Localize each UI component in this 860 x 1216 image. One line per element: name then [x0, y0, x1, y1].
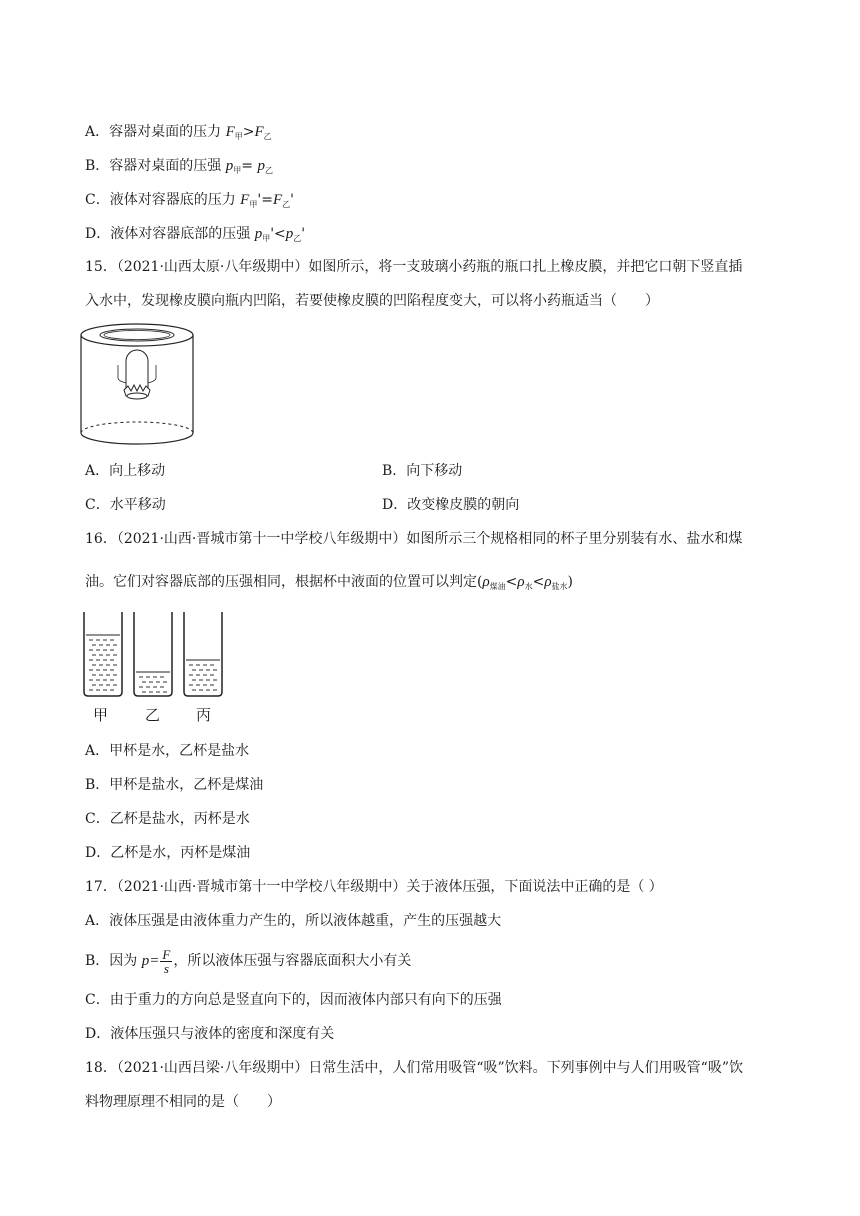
operator: >	[242, 124, 255, 140]
q18-stem-line1: 18．（2021·山西吕梁·八年级期中）日常生活中，人们常用吸管“吸”饮料。下列事例中与人们用吸管“吸”饮	[85, 1060, 743, 1076]
operator: =	[241, 158, 258, 174]
q15-option-c[interactable]: C．水平移动	[85, 497, 166, 513]
stem-text: 油。它们对容器底部的压强相同，根据杯中液面的位置可以判定(	[85, 574, 483, 590]
variable: F	[272, 192, 283, 208]
q17-option-d[interactable]: D．液体压强只与液体的密度和深度有关	[85, 1026, 335, 1042]
variable: F	[254, 124, 264, 140]
paren: )	[567, 574, 574, 590]
cup-label-bing: 丙	[196, 706, 212, 724]
q14-option-d[interactable]	[85, 224, 305, 249]
q16-option-c[interactable]: C．乙杯是盐水，丙杯是水	[85, 811, 250, 827]
q18-stem-line2: 料物理原理不相同的是（ ）	[85, 1094, 281, 1110]
option-text: B．因为	[85, 953, 142, 969]
subscript: 甲	[234, 132, 243, 141]
cup-yi	[134, 612, 172, 696]
q14-option-a[interactable]	[85, 122, 272, 147]
variable: p	[285, 226, 294, 242]
rho-symbol: ρ	[482, 574, 490, 590]
q17-option-b[interactable]	[85, 946, 411, 976]
q15-option-d[interactable]: D．改变橡皮膜的朝向	[382, 497, 520, 513]
fraction-numerator: F	[162, 946, 171, 962]
option-text: A．容器对桌面的压力	[85, 124, 226, 140]
q15-option-a[interactable]: A．向上移动	[85, 463, 166, 479]
subscript: 甲	[249, 200, 258, 209]
q17-stem: 17．（2021·山西·晋城市第十一中学校八年级期中）关于液体压强，下面说法中正确的是（ ）	[85, 879, 663, 895]
q15-stem-line1: 15．（2021·山西太原·八年级期中）如图所示，将一支玻璃小药瓶的瓶口扎上橡皮膜，并把它口朝下竖直插	[85, 259, 743, 275]
beaker-vial-figure	[78, 320, 196, 450]
cup-jia	[84, 612, 122, 696]
formula-lhs: p=	[141, 953, 160, 969]
cup-label-yi: 乙	[145, 706, 161, 724]
operator: <	[532, 574, 545, 590]
fraction-f-over-s	[160, 948, 172, 975]
subscript: 甲	[233, 166, 242, 175]
q17-option-c[interactable]: C．由于重力的方向总是竖直向下的，因而液体内部只有向下的压强	[85, 992, 502, 1008]
prime: '	[301, 226, 306, 242]
q16-stem-line2	[85, 572, 573, 597]
cup-label-jia: 甲	[93, 706, 109, 724]
operator: <	[505, 574, 518, 590]
q14-option-b[interactable]	[85, 156, 273, 181]
subscript: 甲	[262, 234, 271, 243]
option-text: C．液体对容器底的压力	[85, 192, 241, 208]
q15-stem-line2: 入水中，发现橡皮膜向瓶内凹陷，若要使橡皮膜的凹陷程度变大，可以将小药瓶适当（ ）	[85, 293, 659, 309]
variable: p	[257, 158, 265, 174]
three-cups-figure	[80, 612, 230, 700]
q15-option-b[interactable]: B．向下移动	[382, 463, 463, 479]
subscript: 盐水	[551, 582, 568, 591]
option-text: D．液体对容器底部的压强	[85, 226, 255, 242]
option-text: B．容器对桌面的压强	[85, 158, 226, 174]
operator: '<	[270, 226, 286, 242]
q16-option-a[interactable]: A．甲杯是水，乙杯是盐水	[85, 743, 250, 759]
subscript: 乙	[264, 166, 273, 175]
option-text: ，所以液体压强与容器底面积大小有关	[173, 953, 412, 969]
variable: F	[225, 124, 235, 140]
q14-option-c[interactable]	[85, 190, 294, 215]
rho-symbol: ρ	[544, 574, 552, 590]
rho-symbol: ρ	[517, 574, 525, 590]
operator: '=	[257, 192, 273, 208]
subscript: 乙	[293, 234, 302, 243]
q17-option-a[interactable]: A．液体压强是由液体重力产生的，所以液体越重，产生的压强越大	[85, 913, 502, 929]
subscript: 煤油	[489, 582, 506, 591]
q16-stem-line1: 16．（2021·山西·晋城市第十一中学校八年级期中）如图所示三个规格相同的杯子里分别装有水、盐水和煤	[85, 531, 743, 547]
variable: p	[225, 158, 234, 174]
subscript: 乙	[282, 200, 291, 209]
fraction-denominator: s	[163, 960, 169, 976]
variable: p	[254, 226, 263, 242]
q16-option-d[interactable]: D．乙杯是水，丙杯是煤油	[85, 845, 251, 861]
prime: '	[290, 192, 294, 208]
cup-bing	[184, 612, 222, 696]
subscript: 水	[524, 582, 533, 591]
q16-option-b[interactable]: B．甲杯是盐水，乙杯是煤油	[85, 777, 264, 793]
subscript: 乙	[263, 132, 272, 141]
variable: F	[240, 192, 250, 208]
